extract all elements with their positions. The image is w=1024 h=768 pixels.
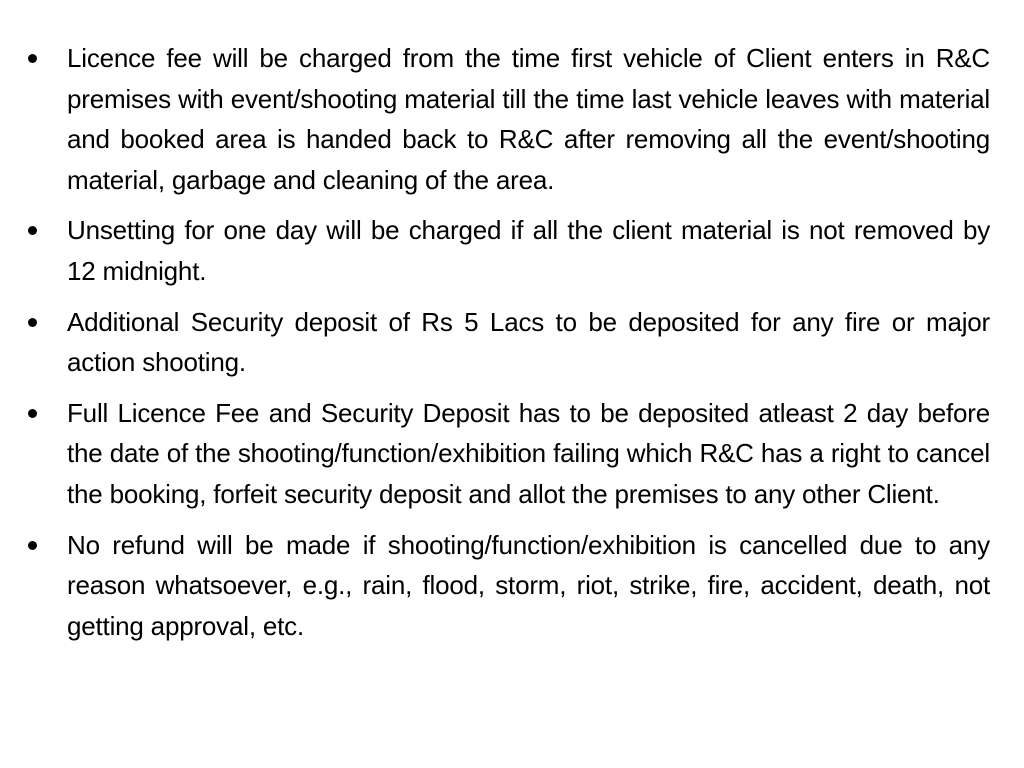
bullet-text: Full Licence Fee and Security Deposit has to be deposited atleast 2 day before the date of the shooting/function/exhibition failing which R&C has a right to cancel the booking, forfeit security deposit and allot the premises to any other Client.: [67, 397, 990, 509]
bullet-text: No refund will be made if shooting/function/exhibition is cancelled due to any reason whatsoever, e.g., rain, flood, storm, riot, strike, fire, accident, death, not getting approval, etc.: [67, 529, 990, 641]
bullet-item-no-refund: [24, 525, 990, 647]
bullet-dot-icon: [28, 541, 37, 550]
bullet-dot-icon: [28, 226, 37, 235]
bullet-item-full-fee: [24, 393, 990, 515]
bullet-text: Licence fee will be charged from the time first vehicle of Client enters in R&C premises with event/shooting material till the time last vehicle leaves with material and booked area is handed back to R&C after removing all the event/shooting material, garbage and cleaning of the area.: [67, 43, 990, 195]
bullet-dot-icon: [28, 409, 37, 418]
bullet-dot-icon: [28, 318, 37, 327]
bullet-dot-icon: [28, 54, 37, 63]
bullet-item-unsetting: [24, 210, 990, 291]
bullet-text: Unsetting for one day will be charged if all the client material is not removed by 12 midnight.: [67, 215, 990, 286]
bullet-item-security-deposit: [24, 302, 990, 383]
bullet-item-licence-fee: [24, 38, 990, 200]
bullet-text: Additional Security deposit of Rs 5 Lacs to be deposited for any fire or major action shooting.: [67, 306, 990, 378]
bullet-list: [24, 38, 990, 646]
